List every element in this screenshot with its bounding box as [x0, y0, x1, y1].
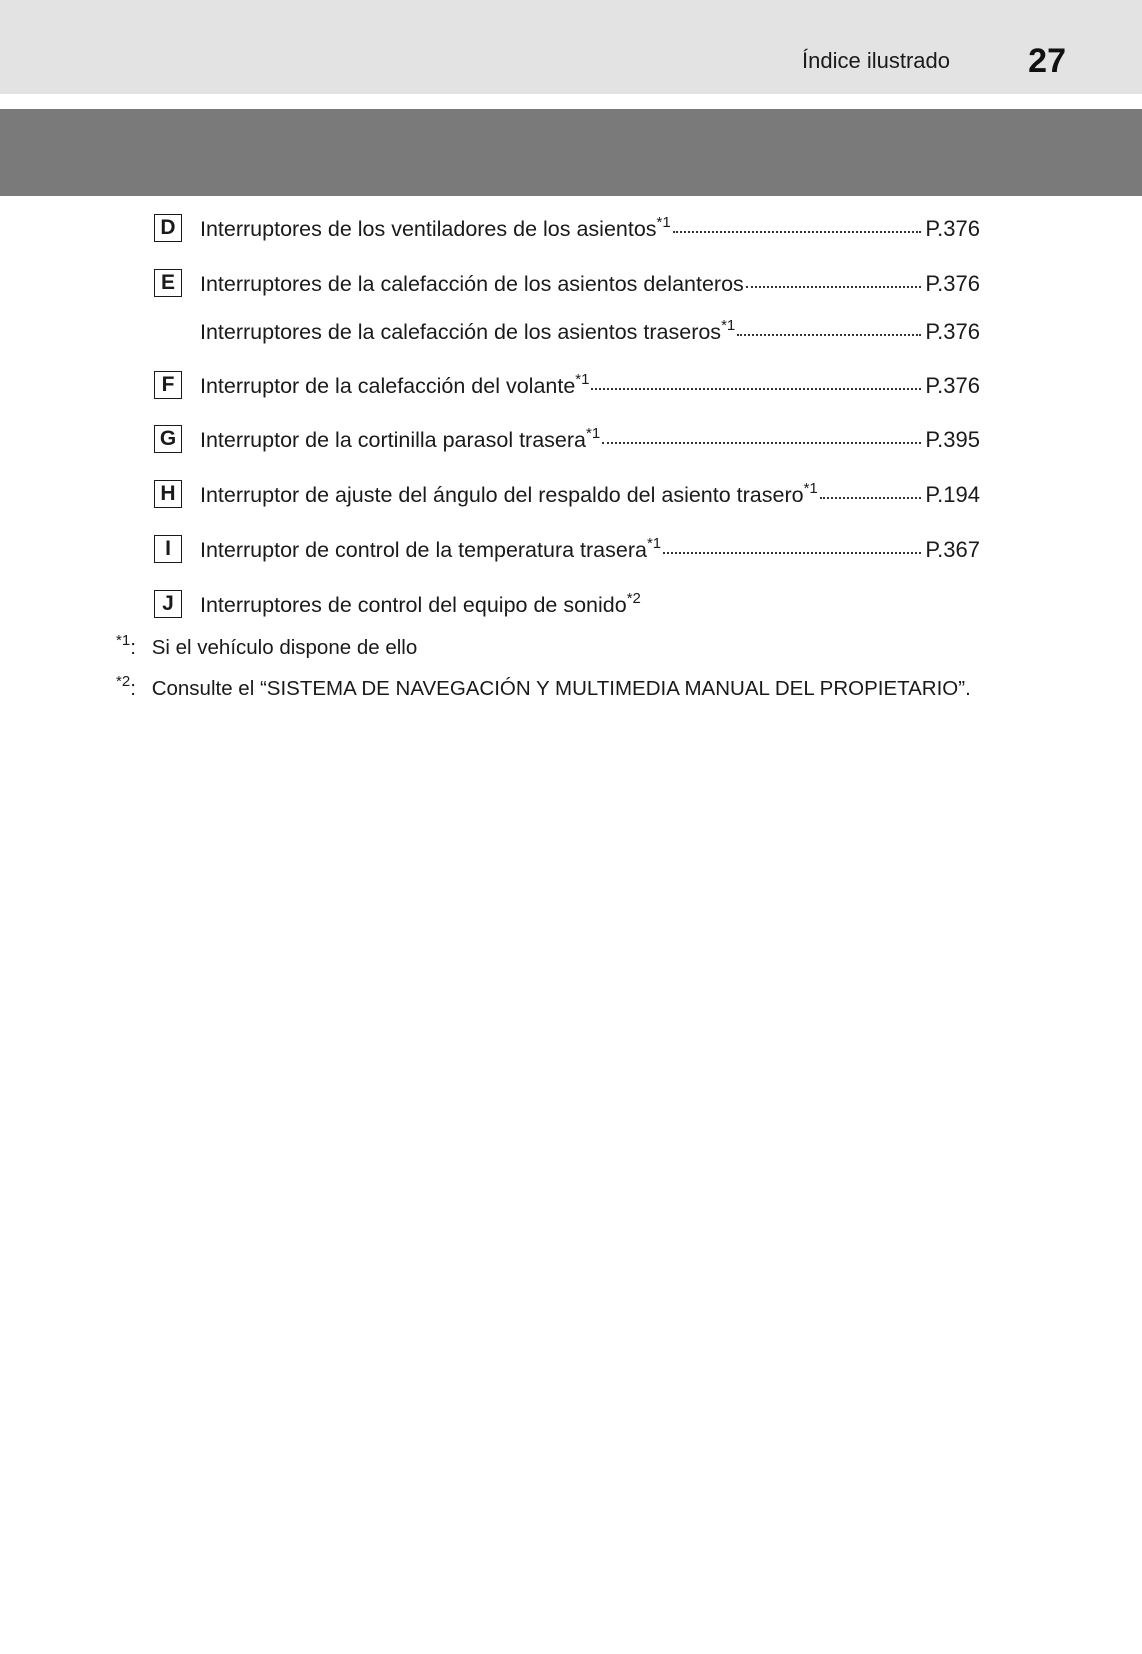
- leader-dots: [663, 550, 921, 554]
- index-entry-j: [154, 590, 980, 624]
- footnote-mark: $^{*1}$:: [116, 632, 136, 659]
- footnote-text: Consulte el “SISTEMA DE NAVEGACIÓN Y MULTIMEDIA MANUAL DEL PROPIETARIO”.: [151, 677, 971, 700]
- index-entry-e[interactable]: [154, 269, 980, 303]
- index-entry-d[interactable]: [154, 214, 980, 248]
- entry-letter-box: J: [154, 590, 182, 618]
- header-band: [0, 0, 1142, 94]
- entry-text: Interruptor de ajuste del ángulo del respaldo del asiento trasero$^{*1}$: [200, 480, 818, 507]
- page-reference[interactable]: P.194: [925, 482, 980, 507]
- entry-text: Interruptores de la calefacción de los asientos delanteros: [200, 272, 744, 296]
- leader-dots: [673, 229, 922, 233]
- page-reference[interactable]: P.376: [925, 271, 980, 296]
- entry-text: Interruptor de control de la temperatura trasera$^{*1}$: [200, 535, 662, 562]
- index-entry-f[interactable]: [154, 371, 980, 405]
- section-title: Índice ilustrado: [802, 48, 950, 73]
- entry-letter-box: D: [154, 214, 182, 242]
- entry-text: Interruptores de la calefacción de los asientos traseros$^{*1}$: [200, 317, 736, 344]
- page-number: 27: [1028, 42, 1066, 80]
- illustration-band: [0, 109, 1142, 196]
- index-entry-i[interactable]: [154, 535, 980, 569]
- leader-dots: [591, 386, 921, 390]
- index-entry-e-rear[interactable]: [154, 317, 980, 351]
- entry-text: Interruptor de la calefacción del volante$^{*1}$: [200, 371, 590, 398]
- index-entry-g[interactable]: [154, 425, 980, 459]
- entry-text: Interruptores de control del equipo de sonido$^{*2}$: [200, 590, 641, 617]
- entry-letter-box: G: [154, 425, 182, 453]
- leader-dots: [602, 440, 921, 444]
- footnote-2: [116, 673, 971, 701]
- leader-dots: [737, 332, 921, 336]
- entry-letter-box: F: [154, 371, 182, 399]
- footnote-text: Si el vehículo dispone de ello: [151, 636, 418, 659]
- leader-dots: [746, 284, 922, 288]
- entry-letter-box: E: [154, 269, 182, 297]
- page-reference[interactable]: P.395: [925, 427, 980, 452]
- leader-dots: [820, 495, 922, 499]
- entry-letter-box: H: [154, 480, 182, 508]
- entry-text: Interruptores de los ventiladores de los asientos$^{*1}$: [200, 214, 671, 241]
- entry-letter-box: I: [154, 535, 182, 563]
- footnote-1: [116, 632, 418, 660]
- page-reference[interactable]: P.376: [925, 216, 980, 241]
- entry-text: Interruptor de la cortinilla parasol trasera$^{*1}$: [200, 425, 601, 452]
- footnote-mark: $^{*2}$:: [116, 673, 136, 700]
- page-reference[interactable]: P.367: [925, 537, 980, 562]
- page-reference[interactable]: P.376: [925, 319, 980, 344]
- index-entry-h[interactable]: [154, 480, 980, 514]
- page-reference[interactable]: P.376: [925, 373, 980, 398]
